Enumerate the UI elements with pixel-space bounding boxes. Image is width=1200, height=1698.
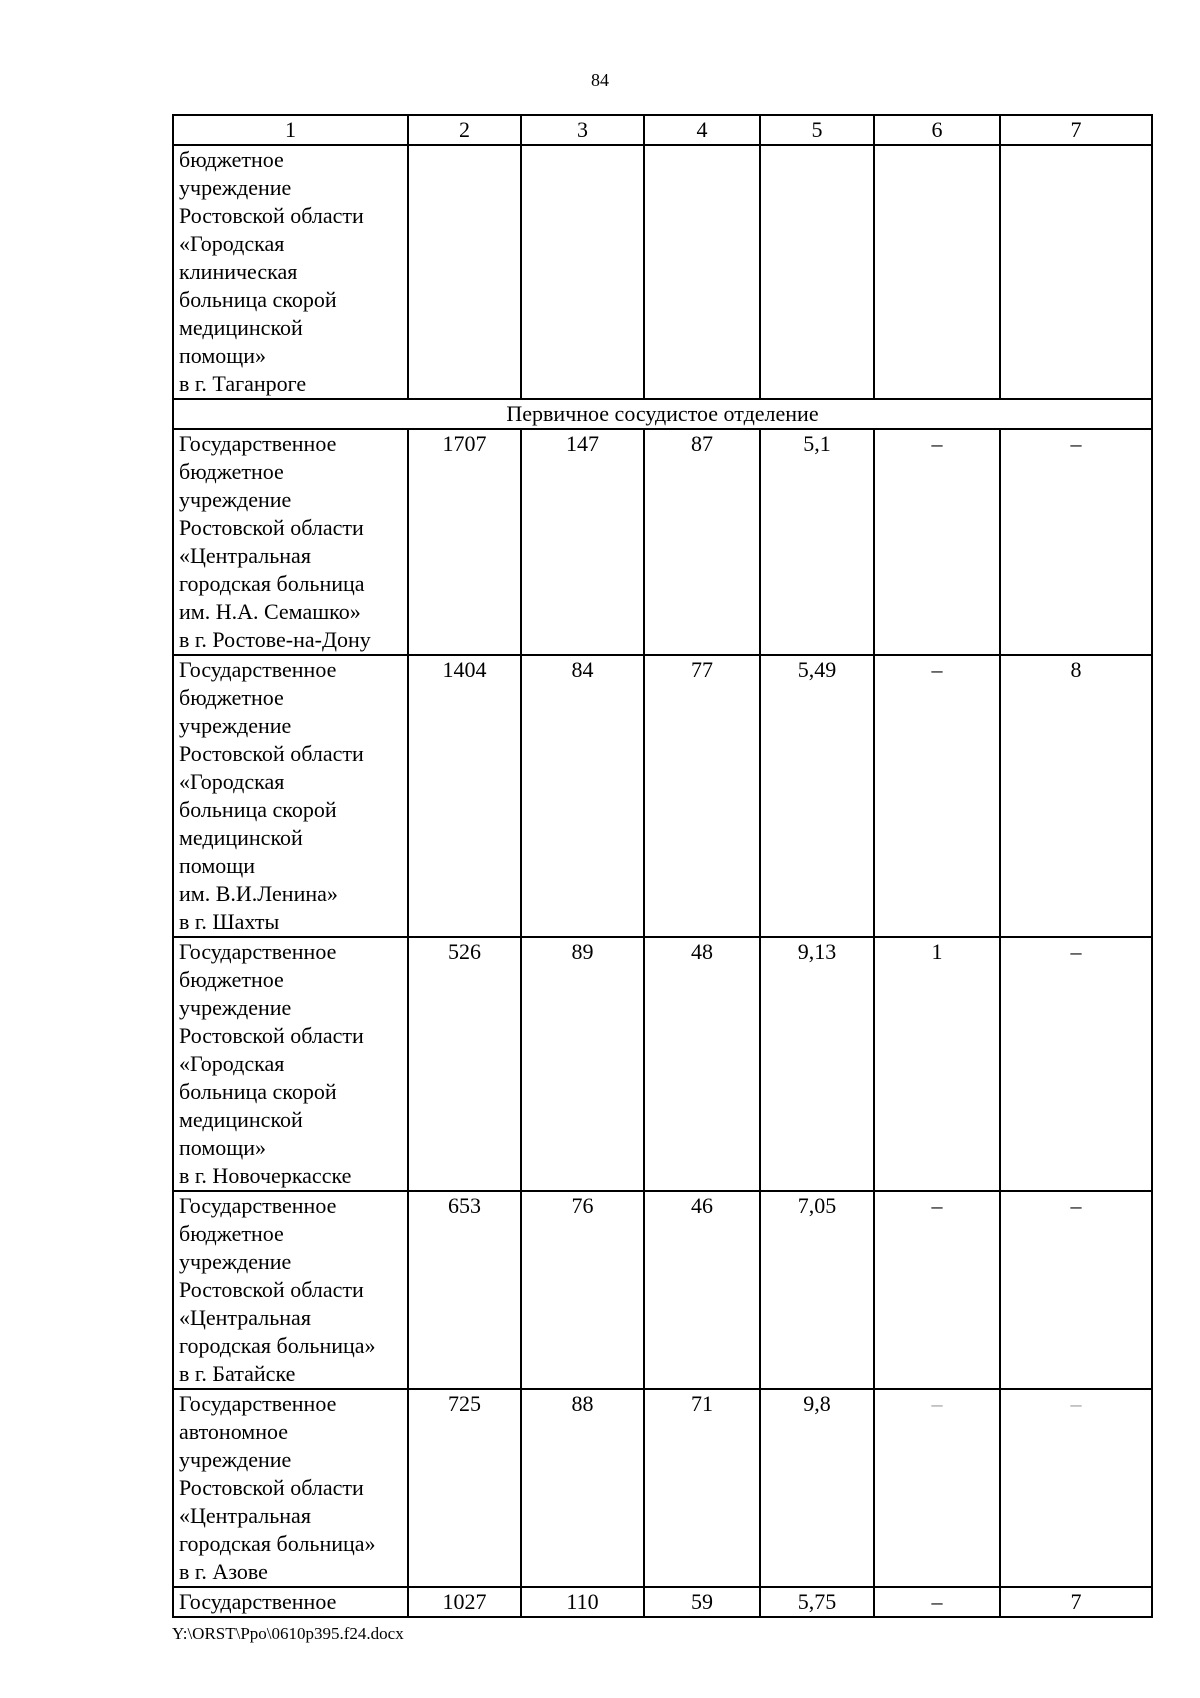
institution-name-cell (173, 937, 408, 1191)
table-row (173, 655, 1152, 937)
name-line: медицинской (179, 825, 303, 850)
name-line: «Городская (179, 769, 285, 794)
name-line: Государственное (179, 1391, 337, 1416)
value-cell: 84 (521, 655, 644, 937)
name-line: «Городская (179, 231, 285, 256)
value-cell: 1707 (408, 429, 521, 655)
institution-name-cell (173, 429, 408, 655)
name-line: автономное (179, 1419, 289, 1444)
value-cell: – (874, 655, 1000, 937)
name-line: в г. Таганроге (179, 371, 307, 396)
name-line: учреждение (179, 1447, 292, 1472)
value-cell: 5,49 (760, 655, 874, 937)
value-cell: 147 (521, 429, 644, 655)
value-cell: – (1000, 429, 1152, 655)
value-cell: 1 (874, 937, 1000, 1191)
name-line: бюджетное (179, 967, 284, 992)
column-header: 5 (760, 115, 874, 145)
institution-name-cell (173, 145, 408, 399)
value-cell: 653 (408, 1191, 521, 1389)
name-line: медицинской (179, 315, 303, 340)
name-line: учреждение (179, 713, 292, 738)
name-line: им. В.И.Ленина» (179, 881, 338, 906)
column-header: 4 (644, 115, 760, 145)
value-cell: – (1000, 1389, 1152, 1587)
column-header: 1 (173, 115, 408, 145)
name-line: Ростовской области (179, 203, 364, 228)
name-line: Государственное (179, 657, 337, 682)
name-line: больница скорой (179, 287, 337, 312)
value-cell: 5,1 (760, 429, 874, 655)
value-cell: 526 (408, 937, 521, 1191)
name-line: медицинской (179, 1107, 303, 1132)
name-line: «Центральная (179, 1503, 311, 1528)
value-cell (644, 145, 760, 399)
name-line: больница скорой (179, 1079, 337, 1104)
name-line: бюджетное (179, 459, 284, 484)
institution-name-cell (173, 1587, 408, 1617)
value-cell: – (874, 1191, 1000, 1389)
value-cell: 76 (521, 1191, 644, 1389)
value-cell (1000, 145, 1152, 399)
name-line: учреждение (179, 995, 292, 1020)
name-line: «Центральная (179, 543, 311, 568)
name-line: учреждение (179, 1249, 292, 1274)
value-cell (408, 145, 521, 399)
name-line: в г. Батайске (179, 1361, 296, 1386)
value-cell: 725 (408, 1389, 521, 1587)
name-line: Государственное (179, 1589, 337, 1614)
name-line: «Городская (179, 1051, 285, 1076)
value-cell: – (1000, 937, 1152, 1191)
value-cell: 59 (644, 1587, 760, 1617)
name-line: больница скорой (179, 797, 337, 822)
name-line: в г. Шахты (179, 909, 280, 934)
table-row (173, 1389, 1152, 1587)
table-row (173, 1191, 1152, 1389)
name-line: Государственное (179, 1193, 337, 1218)
name-line: в г. Ростове-на-Дону (179, 627, 371, 652)
column-header: 6 (874, 115, 1000, 145)
section-row (173, 399, 1152, 429)
name-line: клиническая (179, 259, 298, 284)
table-row (173, 1587, 1152, 1617)
institution-name-cell (173, 1389, 408, 1587)
name-line: помощи (179, 853, 255, 878)
name-line: учреждение (179, 487, 292, 512)
value-cell (521, 145, 644, 399)
value-cell (874, 145, 1000, 399)
name-line: Ростовской области (179, 1475, 364, 1500)
value-cell: 77 (644, 655, 760, 937)
value-cell: 7 (1000, 1587, 1152, 1617)
value-cell: 89 (521, 937, 644, 1191)
table-header-row (173, 115, 1152, 145)
value-cell: 71 (644, 1389, 760, 1587)
value-cell: 1027 (408, 1587, 521, 1617)
name-line: помощи» (179, 1135, 266, 1160)
name-line: «Центральная (179, 1305, 311, 1330)
table-row (173, 429, 1152, 655)
value-cell: 5,75 (760, 1587, 874, 1617)
value-cell: 48 (644, 937, 760, 1191)
name-line: городская больница» (179, 1333, 376, 1358)
name-line: в г. Новочеркасске (179, 1163, 352, 1188)
name-line: бюджетное (179, 147, 284, 172)
name-line: учреждение (179, 175, 292, 200)
page-number: 84 (591, 70, 609, 90)
value-cell: – (1000, 1191, 1152, 1389)
data-table (172, 114, 1153, 1618)
value-cell: 110 (521, 1587, 644, 1617)
value-cell: 1404 (408, 655, 521, 937)
table-row (173, 145, 1152, 399)
section-title: Первичное сосудистое отделение (173, 399, 1152, 429)
name-line: городская больница (179, 571, 365, 596)
name-line: Ростовской области (179, 515, 364, 540)
name-line: им. Н.А. Семашко» (179, 599, 361, 624)
value-cell: 7,05 (760, 1191, 874, 1389)
value-cell: 88 (521, 1389, 644, 1587)
name-line: Государственное (179, 939, 337, 964)
institution-name-cell (173, 655, 408, 937)
value-cell: – (874, 1389, 1000, 1587)
name-line: Ростовской области (179, 741, 364, 766)
name-line: бюджетное (179, 1221, 284, 1246)
value-cell: 9,13 (760, 937, 874, 1191)
file-path-footer: Y:\ORST\Ppo\0610p395.f24.docx (172, 1624, 404, 1643)
name-line: Ростовской области (179, 1023, 364, 1048)
value-cell: 46 (644, 1191, 760, 1389)
name-line: в г. Азове (179, 1559, 268, 1584)
name-line: бюджетное (179, 685, 284, 710)
column-header: 3 (521, 115, 644, 145)
value-cell: 8 (1000, 655, 1152, 937)
value-cell: 9,8 (760, 1389, 874, 1587)
value-cell: 87 (644, 429, 760, 655)
value-cell: – (874, 1587, 1000, 1617)
name-line: помощи» (179, 343, 266, 368)
name-line: Ростовской области (179, 1277, 364, 1302)
table-row (173, 937, 1152, 1191)
column-header: 7 (1000, 115, 1152, 145)
name-line: городская больница» (179, 1531, 376, 1556)
value-cell: – (874, 429, 1000, 655)
column-header: 2 (408, 115, 521, 145)
value-cell (760, 145, 874, 399)
institution-name-cell (173, 1191, 408, 1389)
name-line: Государственное (179, 431, 337, 456)
